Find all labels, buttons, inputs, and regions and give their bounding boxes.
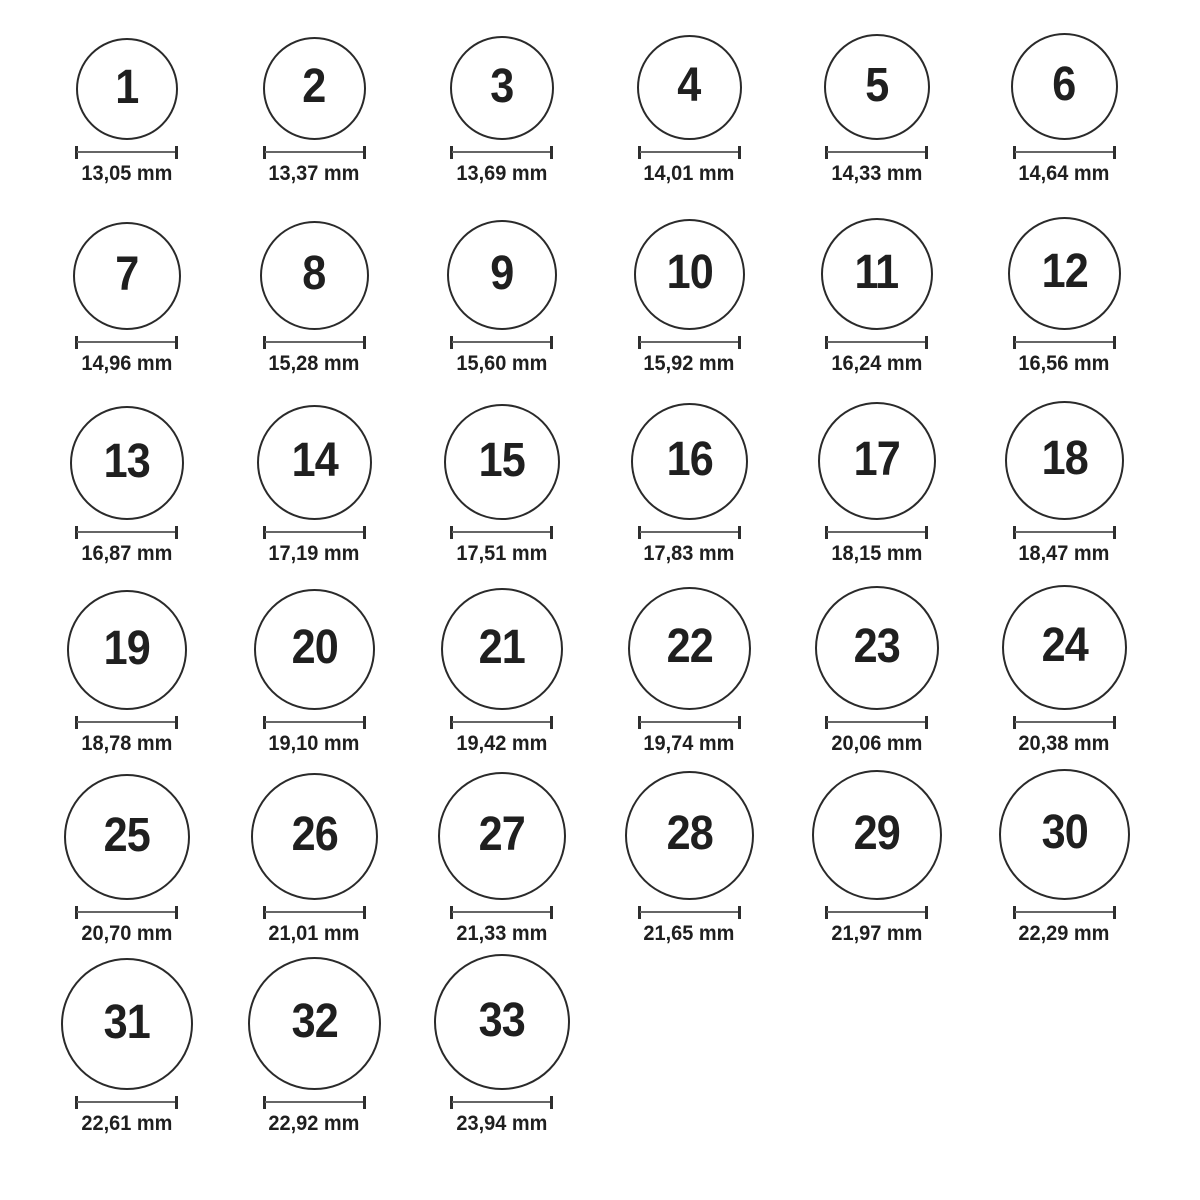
ruler-tick-right: [738, 336, 741, 349]
diameter-ruler: [1013, 146, 1116, 159]
ring-circle: [1002, 585, 1127, 710]
ring-size-number: 3: [490, 59, 514, 113]
ruler-tick-right: [363, 526, 366, 539]
ruler-tick-right: [175, 1096, 178, 1109]
ring-circle: [1005, 401, 1124, 520]
diameter-ruler: [263, 336, 366, 349]
ring-size-item: [70, 406, 184, 570]
diameter-label: 14,33 mm: [831, 161, 923, 185]
diameter-ruler: [75, 526, 178, 539]
ring-size-number: 23: [853, 619, 900, 673]
diameter-ruler: [638, 906, 741, 919]
ring-circle: [821, 218, 933, 330]
ruler-line: [77, 1101, 176, 1104]
ruler-line: [265, 911, 364, 914]
diameter-ruler: [263, 526, 366, 539]
diameter-label: 14,96 mm: [81, 351, 173, 375]
ruler-line: [452, 721, 551, 724]
ring-size-number: 31: [103, 995, 150, 1049]
diameter-label: 23,94 mm: [456, 1111, 548, 1135]
ruler-line: [640, 531, 739, 534]
ring-circle: [260, 221, 369, 330]
ring-circle: [434, 954, 570, 1090]
ring-size-item: [441, 588, 563, 760]
ruler-tick-right: [1113, 146, 1116, 159]
ruler-line: [827, 151, 926, 154]
ring-size-item: [438, 772, 566, 950]
ruler-tick-right: [925, 336, 928, 349]
diameter-ruler: [638, 716, 741, 729]
ring-size-item: [263, 37, 366, 190]
ruler-tick-right: [550, 526, 553, 539]
ring-size-number: 16: [666, 433, 713, 487]
ruler-line: [827, 911, 926, 914]
ring-circle: [70, 406, 184, 520]
ring-circle: [251, 773, 378, 900]
ring-circle: [812, 770, 942, 900]
ruler-tick-right: [1113, 336, 1116, 349]
ring-size-item: [1005, 401, 1124, 570]
ring-size-number: 4: [677, 59, 701, 113]
ring-size-number: 9: [490, 246, 514, 300]
ruler-line: [265, 1101, 364, 1104]
ring-size-number: 22: [666, 620, 713, 674]
diameter-label: 22,61 mm: [81, 1111, 173, 1135]
ring-size-item: [818, 402, 936, 570]
ring-size-number: 32: [291, 995, 338, 1049]
ruler-line: [265, 721, 364, 724]
diameter-label: 19,74 mm: [643, 731, 735, 755]
ring-size-number: 6: [1052, 58, 1076, 112]
ruler-line: [640, 911, 739, 914]
ruler-line: [77, 911, 176, 914]
ruler-tick-right: [925, 906, 928, 919]
ring-size-item: [812, 770, 942, 950]
ring-size-number: 18: [1041, 432, 1088, 486]
ring-circle: [67, 590, 187, 710]
ruler-line: [265, 531, 364, 534]
diameter-label: 16,24 mm: [831, 351, 923, 375]
ring-size-number: 17: [853, 432, 900, 486]
ring-size-item: [64, 774, 190, 950]
diameter-label: 16,87 mm: [81, 541, 173, 565]
ruler-line: [265, 341, 364, 344]
ruler-tick-right: [550, 716, 553, 729]
ring-size-item: [1011, 33, 1118, 190]
ruler-tick-right: [175, 716, 178, 729]
diameter-ruler: [75, 906, 178, 919]
diameter-ruler: [638, 146, 741, 159]
ring-circle: [263, 37, 366, 140]
ring-size-item: [434, 954, 570, 1140]
ruler-tick-right: [1113, 526, 1116, 539]
ruler-line: [640, 341, 739, 344]
ruler-tick-right: [1113, 716, 1116, 729]
ruler-line: [452, 151, 551, 154]
ring-size-number: 19: [103, 621, 150, 675]
diameter-label: 21,65 mm: [643, 921, 735, 945]
ring-circle: [634, 219, 745, 330]
ruler-line: [1015, 531, 1114, 534]
diameter-label: 13,69 mm: [456, 161, 548, 185]
ring-size-item: [251, 773, 378, 950]
ring-size-number: 25: [103, 808, 150, 862]
ring-size-number: 7: [115, 247, 139, 301]
ring-size-number: 1: [115, 60, 139, 114]
ring-size-number: 5: [865, 58, 889, 112]
ruler-line: [77, 151, 176, 154]
ruler-line: [827, 531, 926, 534]
ring-size-item: [67, 590, 187, 760]
ruler-tick-right: [175, 336, 178, 349]
ruler-line: [452, 531, 551, 534]
ruler-tick-right: [363, 336, 366, 349]
ring-size-item: [75, 38, 178, 190]
ring-size-item: [73, 222, 181, 380]
diameter-label: 18,15 mm: [831, 541, 923, 565]
ring-size-item: [1002, 585, 1127, 760]
ring-circle: [999, 769, 1130, 900]
diameter-label: 20,06 mm: [831, 731, 923, 755]
ruler-tick-right: [363, 716, 366, 729]
ring-size-number: 26: [291, 808, 338, 862]
diameter-ruler: [450, 146, 553, 159]
diameter-label: 20,38 mm: [1018, 731, 1110, 755]
ring-size-number: 10: [666, 246, 713, 300]
diameter-ruler: [450, 716, 553, 729]
diameter-ruler: [263, 146, 366, 159]
diameter-label: 13,05 mm: [81, 161, 173, 185]
ruler-tick-right: [363, 906, 366, 919]
ring-circle: [818, 402, 936, 520]
ruler-line: [1015, 911, 1114, 914]
ring-size-item: [260, 221, 369, 380]
ring-size-item: [637, 35, 742, 190]
ring-size-number: 33: [478, 993, 525, 1047]
ring-size-item: [625, 771, 754, 950]
ring-circle: [441, 588, 563, 710]
ring-circle: [824, 34, 930, 140]
ring-size-item: [248, 957, 381, 1140]
diameter-ruler: [263, 716, 366, 729]
ruler-tick-right: [363, 1096, 366, 1109]
diameter-ruler: [825, 906, 928, 919]
diameter-label: 15,60 mm: [456, 351, 548, 375]
ring-size-item: [257, 405, 372, 570]
ring-circle: [625, 771, 754, 900]
ring-size-item: [254, 589, 375, 760]
ruler-tick-right: [363, 146, 366, 159]
ruler-line: [1015, 341, 1114, 344]
diameter-ruler: [263, 906, 366, 919]
ruler-tick-right: [175, 526, 178, 539]
ring-size-item: [824, 34, 930, 190]
ring-circle: [248, 957, 381, 1090]
ring-size-number: 11: [854, 245, 899, 299]
diameter-ruler: [263, 1096, 366, 1109]
ring-size-item: [61, 958, 193, 1140]
diameter-ruler: [75, 336, 178, 349]
diameter-label: 20,70 mm: [81, 921, 173, 945]
diameter-label: 13,37 mm: [268, 161, 360, 185]
ring-circle: [257, 405, 372, 520]
ruler-tick-right: [550, 336, 553, 349]
diameter-ruler: [638, 526, 741, 539]
ring-circle: [444, 404, 560, 520]
ruler-tick-right: [550, 1096, 553, 1109]
ring-size-item: [634, 219, 745, 380]
diameter-ruler: [450, 336, 553, 349]
diameter-ruler: [1013, 336, 1116, 349]
diameter-label: 19,10 mm: [268, 731, 360, 755]
ruler-line: [827, 721, 926, 724]
ring-circle: [76, 38, 178, 140]
diameter-ruler: [825, 336, 928, 349]
ring-size-number: 24: [1041, 619, 1088, 673]
ruler-line: [265, 151, 364, 154]
ruler-line: [77, 531, 176, 534]
ruler-line: [452, 1101, 551, 1104]
ring-size-number: 15: [478, 433, 525, 487]
diameter-label: 21,33 mm: [456, 921, 548, 945]
ruler-line: [1015, 151, 1114, 154]
diameter-ruler: [1013, 716, 1116, 729]
diameter-ruler: [450, 906, 553, 919]
ruler-line: [640, 721, 739, 724]
ring-circle: [815, 586, 939, 710]
ring-circle: [73, 222, 181, 330]
diameter-label: 21,01 mm: [268, 921, 360, 945]
diameter-label: 18,47 mm: [1018, 541, 1110, 565]
ring-circle: [61, 958, 193, 1090]
ring-size-item: [821, 218, 933, 380]
ring-circle: [438, 772, 566, 900]
ruler-tick-right: [738, 526, 741, 539]
diameter-label: 18,78 mm: [81, 731, 173, 755]
ruler-line: [640, 151, 739, 154]
diameter-label: 17,51 mm: [456, 541, 548, 565]
ring-size-number: 30: [1041, 806, 1088, 860]
ruler-tick-right: [925, 146, 928, 159]
diameter-label: 15,28 mm: [268, 351, 360, 375]
diameter-ruler: [450, 526, 553, 539]
ring-circle: [631, 403, 748, 520]
ring-size-item: [631, 403, 748, 570]
ruler-tick-right: [550, 146, 553, 159]
ring-circle: [1011, 33, 1118, 140]
ring-size-item: [444, 404, 560, 570]
ruler-tick-right: [1113, 906, 1116, 919]
ring-size-number: 13: [103, 434, 150, 488]
ring-circle: [1008, 217, 1121, 330]
diameter-ruler: [1013, 526, 1116, 539]
ring-circle: [628, 587, 751, 710]
diameter-ruler: [75, 1096, 178, 1109]
ring-size-number: 27: [478, 807, 525, 861]
ring-size-item: [999, 769, 1130, 950]
ruler-tick-right: [550, 906, 553, 919]
diameter-ruler: [825, 716, 928, 729]
ring-size-number: 2: [302, 60, 326, 114]
ruler-line: [77, 721, 176, 724]
ruler-tick-right: [925, 716, 928, 729]
diameter-ruler: [450, 1096, 553, 1109]
ruler-tick-right: [175, 906, 178, 919]
diameter-label: 17,19 mm: [268, 541, 360, 565]
diameter-label: 19,42 mm: [456, 731, 548, 755]
ring-size-number: 12: [1041, 245, 1088, 299]
diameter-label: 17,83 mm: [643, 541, 735, 565]
ring-circle: [254, 589, 375, 710]
ring-circle: [447, 220, 557, 330]
diameter-label: 15,92 mm: [643, 351, 735, 375]
diameter-ruler: [825, 146, 928, 159]
ring-size-item: [628, 587, 751, 760]
diameter-ruler: [825, 526, 928, 539]
ruler-line: [452, 341, 551, 344]
ring-size-number: 14: [291, 434, 338, 488]
diameter-ruler: [75, 716, 178, 729]
ruler-tick-right: [738, 906, 741, 919]
ring-circle: [450, 36, 554, 140]
ruler-line: [1015, 721, 1114, 724]
ring-size-item: [1008, 217, 1121, 380]
ruler-tick-right: [925, 526, 928, 539]
diameter-ruler: [638, 336, 741, 349]
diameter-label: 14,01 mm: [643, 161, 735, 185]
diameter-label: 16,56 mm: [1018, 351, 1110, 375]
ring-size-item: [815, 586, 939, 760]
diameter-label: 21,97 mm: [831, 921, 923, 945]
ruler-tick-right: [738, 146, 741, 159]
ruler-line: [452, 911, 551, 914]
diameter-label: 22,92 mm: [268, 1111, 360, 1135]
ring-size-item: [450, 36, 554, 190]
ring-size-number: 29: [853, 806, 900, 860]
ring-circle: [64, 774, 190, 900]
ruler-line: [827, 341, 926, 344]
diameter-ruler: [1013, 906, 1116, 919]
ruler-tick-right: [175, 146, 178, 159]
ring-size-number: 20: [291, 621, 338, 675]
ring-size-number: 28: [666, 807, 713, 861]
diameter-label: 22,29 mm: [1018, 921, 1110, 945]
ring-size-number: 8: [302, 247, 326, 301]
ring-size-item: [447, 220, 557, 380]
ruler-line: [77, 341, 176, 344]
ruler-tick-right: [738, 716, 741, 729]
ring-circle: [637, 35, 742, 140]
ring-size-number: 21: [478, 620, 525, 674]
diameter-label: 14,64 mm: [1018, 161, 1110, 185]
diameter-ruler: [75, 146, 178, 159]
